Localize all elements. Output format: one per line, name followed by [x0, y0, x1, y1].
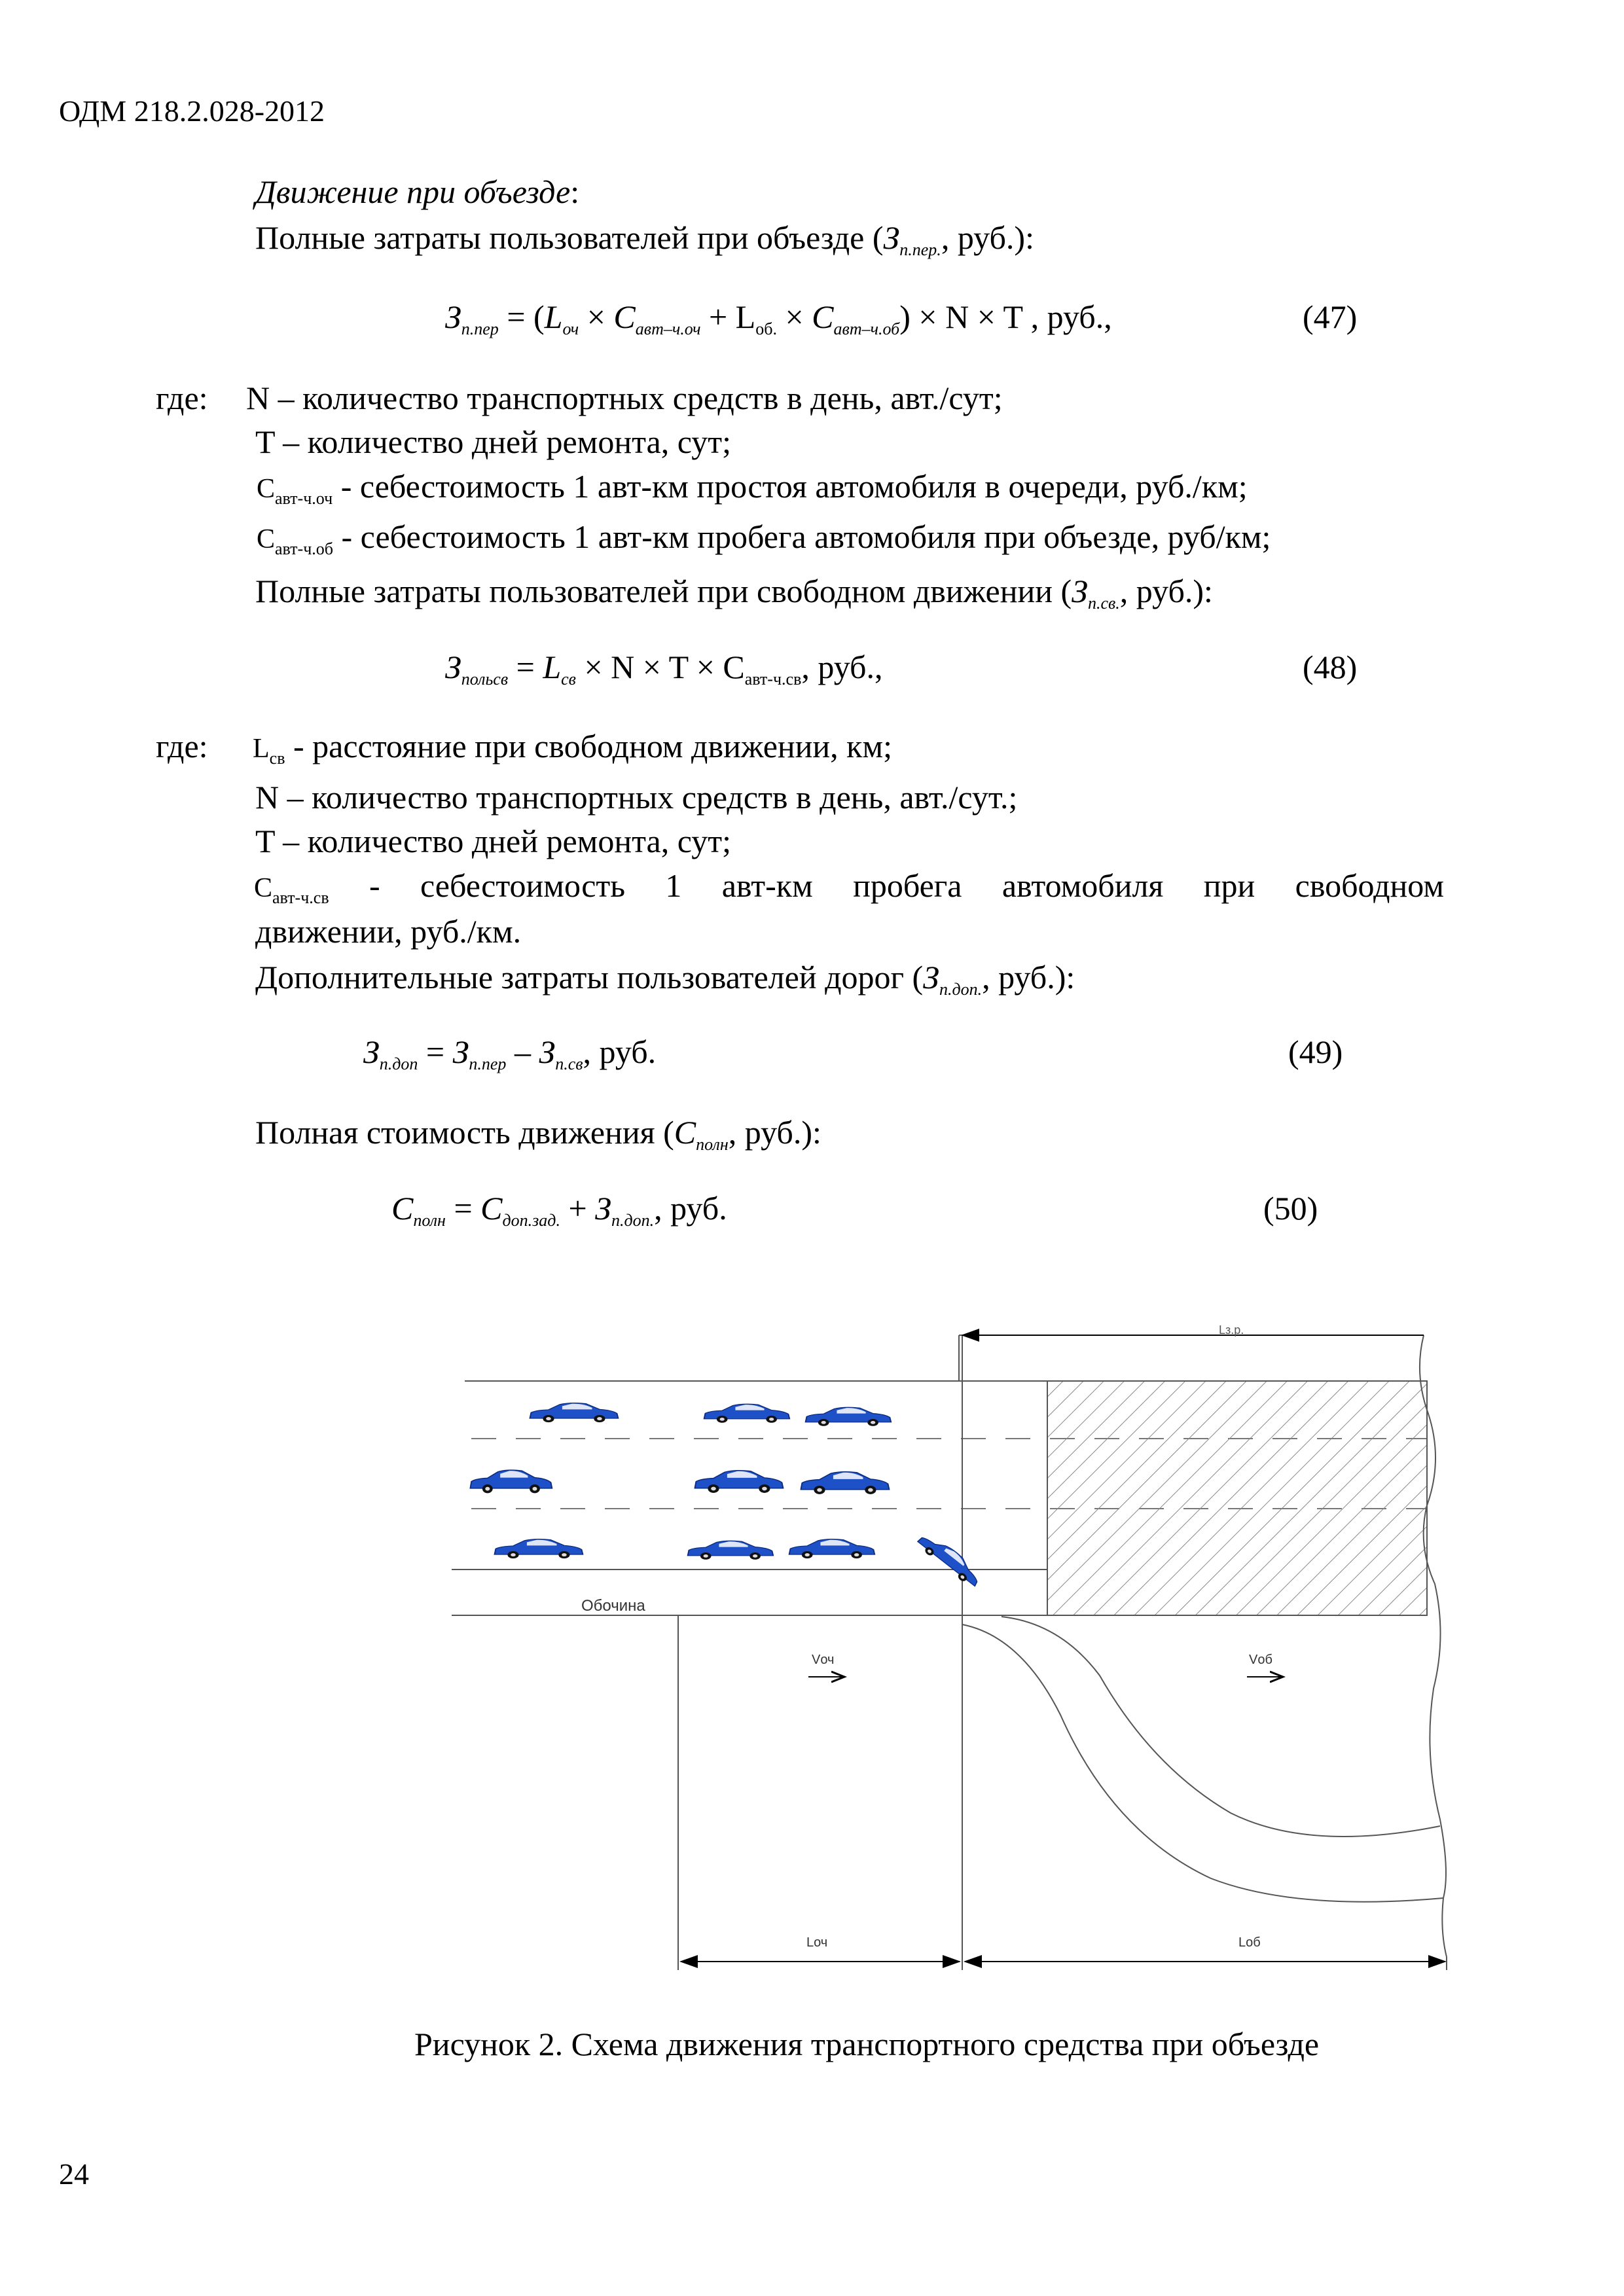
label-queue-speed: Vоч: [812, 1653, 835, 1667]
car-icon: [695, 1471, 784, 1493]
label-detour-speed: Vоб: [1249, 1653, 1272, 1667]
equation-47-number: (47): [1303, 298, 1358, 335]
where-item-c-ob: $C_{авт-ч.об}$ - себестоимость 1 авт-км пробега автомобиля при объезде, руб/км;: [257, 518, 1271, 558]
car-icon: [789, 1539, 875, 1559]
equation-48: $З_{польсв} = L_{св} \times N \times T \times C_{авт-ч.св}$, руб.,: [445, 649, 883, 689]
where-item-n: N – количество транспортных средств в день, авт./сут;: [246, 380, 1003, 416]
car-icon: [915, 1530, 984, 1589]
equation-50-number: (50): [1263, 1190, 1318, 1227]
equation-48-number: (48): [1303, 649, 1358, 685]
section-heading: Движение при объезде:: [255, 173, 580, 210]
figure-caption: Рисунок 2. Схема движения транспортного средства при объезде: [414, 2026, 1320, 2062]
where-label: где:: [156, 380, 208, 416]
equation-49-number: (49): [1288, 1033, 1343, 1070]
where-label-2: где:: [156, 728, 208, 764]
where-item-c-sv-cont: движении, руб./км.: [255, 913, 522, 950]
car-icon: [688, 1541, 774, 1560]
where-item-t: T – количество дней ремонта, сут;: [255, 423, 732, 460]
equation-50: $C_{полн} = C_{доп.зад.} + З_{п.доп.}$, руб.: [391, 1190, 727, 1230]
where-item-t-2: T – количество дней ремонта, сут;: [255, 823, 732, 859]
paragraph-full-costs-free: Полные затраты пользователей при свободном движении ($З_{п.св.}$, руб.):: [255, 573, 1213, 613]
paragraph-total-cost: Полная стоимость движения ($C_{полн}$, руб.):: [255, 1114, 821, 1154]
car-icon: [495, 1539, 583, 1559]
equation-49: $З_{п.доп} = З_{п.пер} - З_{п.св}$, руб.: [363, 1033, 657, 1073]
label-queue-length: Lоч: [806, 1935, 828, 1950]
label-detour-length: Lоб: [1238, 1935, 1261, 1950]
page-number: 24: [59, 2157, 89, 2191]
paragraph-full-costs-detour: Полные затраты пользователей при объезде ($З_{п.пер.}$, руб.):: [255, 219, 1034, 259]
car-icon: [801, 1472, 890, 1494]
label-work-zone-length: Lз.р.: [1219, 1323, 1244, 1336]
document-code: ОДМ 218.2.028-2012: [59, 94, 325, 128]
car-icon: [704, 1404, 790, 1423]
equation-47: $З_{п.пер} = (L_{оч} \times C_{авт-ч.оч} + L_{об.} \times C_{авт-ч.об}) \times N \times T$ , руб.,: [445, 298, 1112, 338]
car-icon: [806, 1407, 892, 1426]
where-item-c-och: $C_{авт-ч.оч}$ - себестоимость 1 авт-км простоя автомобиля в очереди, руб./км;: [257, 468, 1248, 508]
label-shoulder: Обочина: [581, 1597, 645, 1615]
where-item-l-sv: $L_{св}$ - расстояние при свободном движении, км;: [253, 728, 892, 768]
car-icon: [470, 1470, 552, 1493]
paragraph-additional-costs: Дополнительные затраты пользователей дорог ($З_{п.доп.}$, руб.):: [255, 959, 1075, 999]
car-icon: [530, 1403, 619, 1423]
where-item-c-sv: $C_{авт-ч.св}$ - себестоимость 1 авт-км пробега автомобиля при свободном: [254, 867, 1444, 907]
where-item-n-2: N – количество транспортных средств в день, авт./сут.;: [255, 779, 1018, 816]
